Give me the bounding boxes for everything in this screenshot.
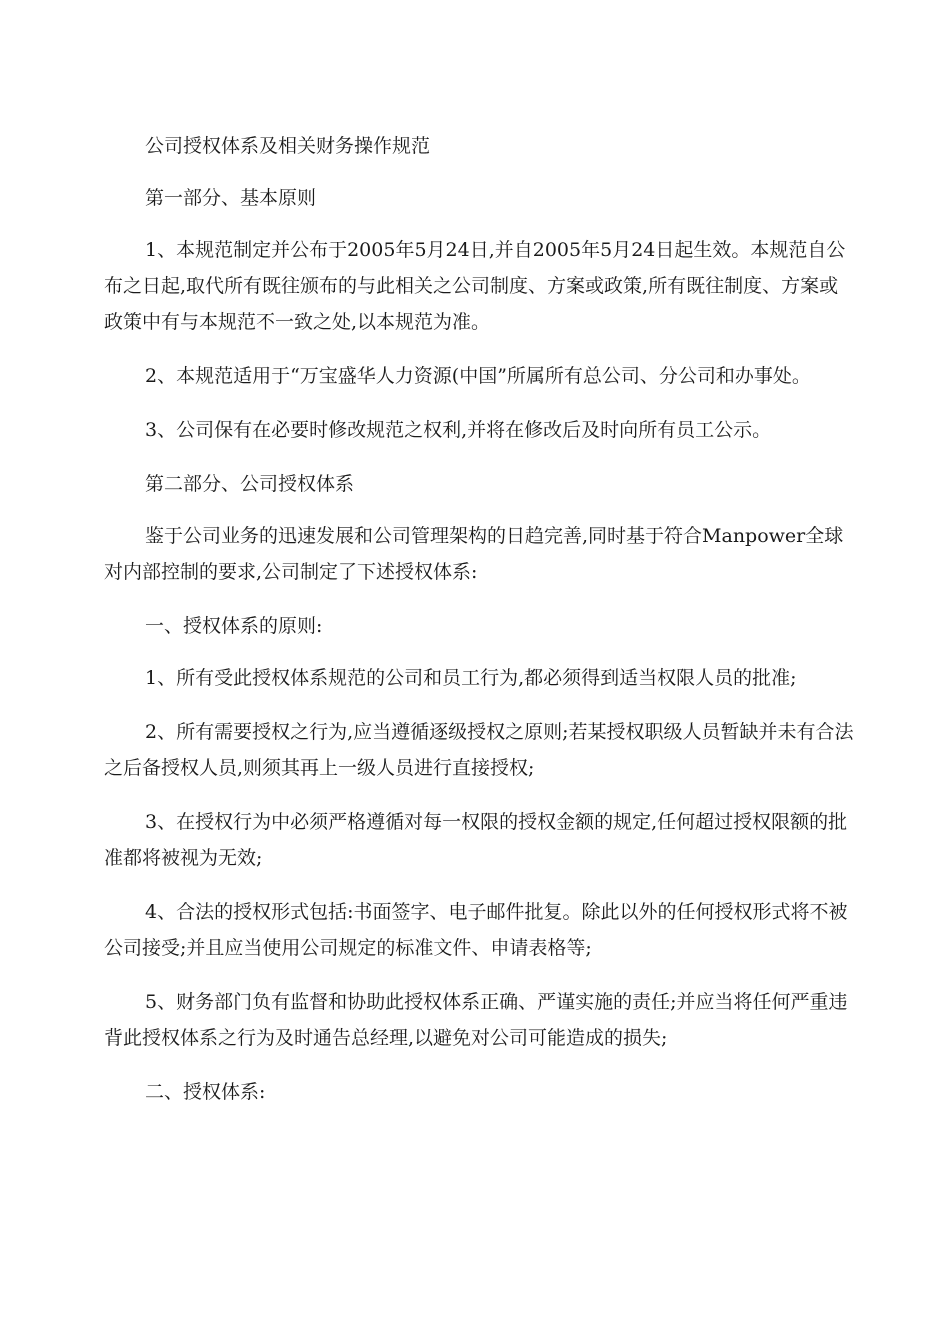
principle-paragraph-1: 1、本规范制定并公布于2005年5月24日,并自2005年5月24日起生效。本规范自公布之日起,取代所有既往颁布的与此相关之公司制度、方案或政策,所有既往制度、方案或政策中有与本规范不一致之处,以本规范为准。	[104, 239, 846, 333]
document-title: 公司授权体系及相关财务操作规范	[145, 135, 431, 157]
part-two-heading: 第二部分、公司授权体系	[145, 473, 355, 495]
section-one-item-2: 2、所有需要授权之行为,应当遵循逐级授权之原则;若某授权职级人员暂缺并未有合法之后备授权人员,则须其再上一级人员进行直接授权;	[104, 721, 854, 779]
principle-paragraph-3: 3、公司保有在必要时修改规范之权利,并将在修改后及时向所有员工公示。	[145, 419, 772, 441]
section-one-item-1: 1、所有受此授权体系规范的公司和员工行为,都必须得到适当权限人员的批准;	[145, 667, 797, 689]
section-one-item-5: 5、财务部门负有监督和协助此授权体系正确、严谨实施的责任;并应当将任何严重违背此授权体系之行为及时通告总经理,以避免对公司可能造成的损失;	[104, 991, 848, 1049]
section-one-item-3: 3、在授权行为中必须严格遵循对每一权限的授权金额的规定,任何超过授权限额的批准都将被视为无效;	[104, 811, 848, 869]
part-one-heading: 第一部分、基本原则	[145, 187, 317, 209]
section-one-item-4: 4、合法的授权形式包括:书面签字、电子邮件批复。除此以外的任何授权形式将不被公司接受;并且应当使用公司规定的标准文件、申请表格等;	[104, 901, 848, 959]
document-body	[104, 128, 856, 1110]
section-one-heading: 一、授权体系的原则:	[145, 615, 323, 637]
part-two-intro: 鉴于公司业务的迅速发展和公司管理架构的日趋完善,同时基于符合Manpower全球对内部控制的要求,公司制定了下述授权体系:	[104, 525, 844, 583]
principle-paragraph-2: 2、本规范适用于“万宝盛华人力资源(中国”所属所有总公司、分公司和办事处。	[145, 365, 811, 387]
section-two-heading: 二、授权体系:	[145, 1081, 266, 1103]
